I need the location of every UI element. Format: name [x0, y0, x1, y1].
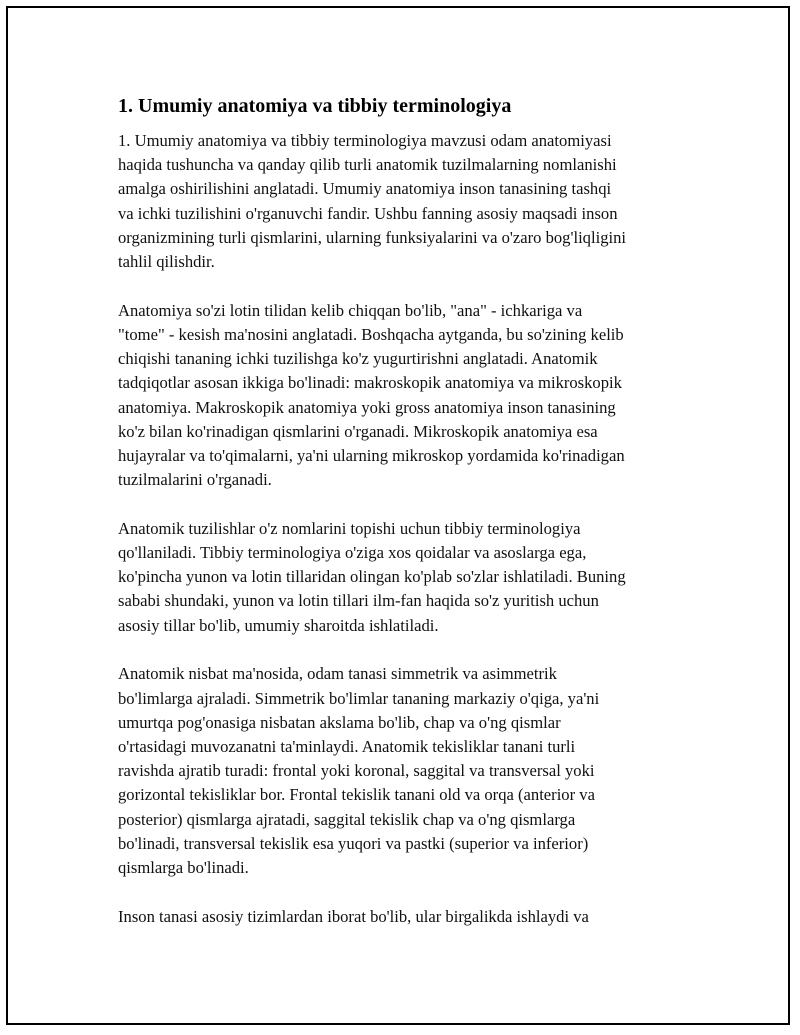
- text-line: chiqishi tananing ichki tuzilishga ko'z yugurtirishni anglatadi. Anatomik: [118, 349, 598, 369]
- text-line: Inson tanasi asosiy tizimlardan iborat bo'lib, ular birgalikda ishlaydi va: [118, 906, 589, 926]
- text-line: posterior) qismlarga ajratadi, saggital tekislik chap va o'ng qismlarga: [118, 809, 576, 829]
- text-line: Anatomik tuzilishlar o'z nomlarini topishi uchun tibbiy terminologiya: [118, 518, 581, 538]
- text-line: asosiy tillar bo'lib, umumiy sharoitda ishlatiladi.: [118, 615, 439, 635]
- paragraph-5: [118, 905, 688, 929]
- text-line: 1. Umumiy anatomiya va tibbiy terminologiya mavzusi odam anatomiyasi: [118, 131, 612, 150]
- text-line: umurtqa pog'onasiga nisbatan akslama bo'lib, chap va o'ng qismlar: [118, 712, 561, 732]
- text-line: Anatomiya so'zi lotin tilidan kelib chiqqan bo'lib, "ana" - ichkariga va: [118, 300, 583, 320]
- text-line: tuzilmalarini o'rganadi.: [118, 470, 272, 490]
- text-line: haqida tushuncha va qanday qilib turli anatomik tuzilmalarning nomlanishi: [118, 155, 617, 175]
- text-line: organizmining turli qismlarini, ularning funksiyalarini va o'zaro bog'liqligini: [118, 227, 627, 247]
- text-line: bo'limlarga ajraladi. Simmetrik bo'limlar tananing markaziy o'qiga, ya'ni: [118, 688, 600, 708]
- text-line: qismlarga bo'linadi.: [118, 857, 249, 877]
- text-line: o'rtasidagi muvozanatni ta'minlaydi. Anatomik tekisliklar tanani turli: [118, 736, 576, 756]
- text-line: anatomiya. Makroskopik anatomiya yoki gross anatomiya inson tanasining: [118, 397, 616, 417]
- paragraph-4: [118, 662, 688, 880]
- text-line: sababi shundaki, yunon va lotin tillari ilm-fan haqida so'z yuritish uchun: [118, 591, 599, 611]
- text-line: ko'z bilan ko'rinadigan qismlarini o'rganadi. Mikroskopik anatomiya esa: [118, 421, 598, 441]
- text-line: ravishda ajratib turadi: frontal yoki koronal, saggital va transversal yoki: [118, 761, 595, 781]
- text-line: Anatomik nisbat ma'nosida, odam tanasi simmetrik va asimmetrik: [118, 664, 557, 684]
- paragraph-1: [118, 129, 688, 274]
- text-line: tahlil qilishdir.: [118, 252, 215, 272]
- paragraph-3: [118, 517, 688, 638]
- document-title: 1. Umumiy anatomiya va tibbiy terminologiya: [118, 95, 512, 117]
- text-line: gorizontal tekisliklar bor. Frontal tekislik tanani old va orqa (anterior va: [118, 785, 595, 805]
- text-line: hujayralar va to'qimalarni, ya'ni ularning mikroskop yordamida ko'rinadigan: [118, 445, 625, 465]
- paragraph-2: [118, 299, 688, 493]
- text-line: bo'linadi, transversal tekislik esa yuqori va pastki (superior va inferior): [118, 833, 589, 853]
- text-line: tadqiqotlar asosan ikkiga bo'linadi: makroskopik anatomiya va mikroskopik: [118, 373, 622, 393]
- document-body: [118, 93, 688, 953]
- text-line: va ichki tuzilishini o'rganuvchi fandir. Ushbu fanning asosiy maqsadi inson: [118, 203, 618, 223]
- text-line: "tome" - kesish ma'nosini anglatadi. Boshqacha aytganda, bu so'zining kelib: [118, 324, 624, 344]
- text-line: amalga oshirilishini anglatadi. Umumiy anatomiya inson tanasining tashqi: [118, 179, 612, 199]
- text-line: qo'llaniladi. Tibbiy terminologiya o'ziga xos qoidalar va asoslarga ega,: [118, 543, 587, 563]
- text-line: ko'pincha yunon va lotin tillaridan olingan ko'plab so'zlar ishlatiladi. Buning: [118, 567, 626, 587]
